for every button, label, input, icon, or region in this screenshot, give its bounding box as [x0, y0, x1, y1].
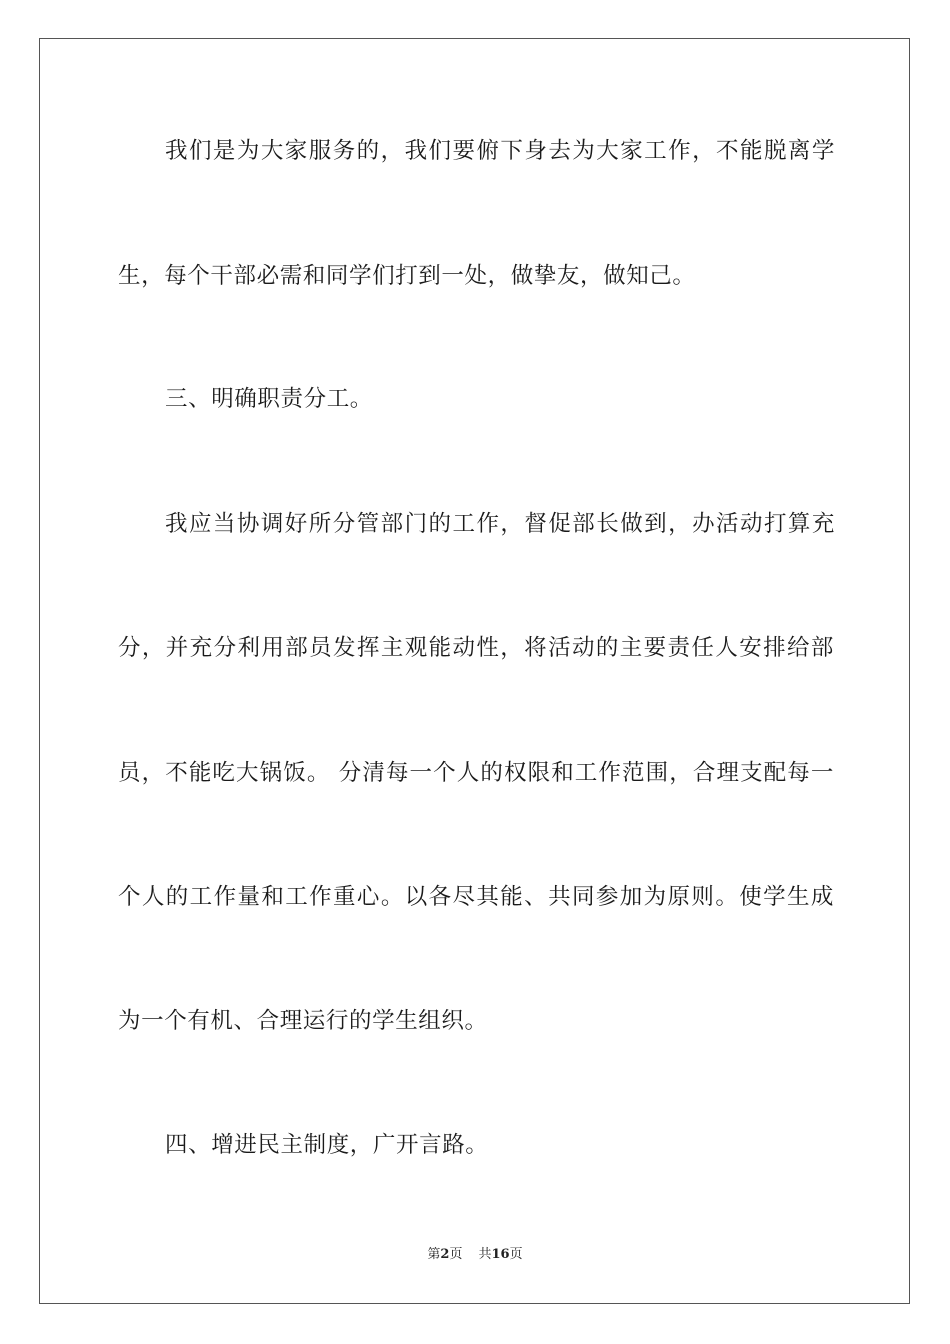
- paragraph-line-7: 个人的工作量和工作重心。以各尽其能、共同参加为原则。使学生成: [118, 884, 834, 910]
- footer-total-prefix: 共: [478, 1247, 492, 1262]
- page-footer: [0, 1246, 950, 1264]
- paragraph-line-4: 我应当协调好所分管部门的工作，督促部长做到，办活动打算充: [165, 511, 835, 537]
- section-heading-3: 三、明确职责分工。: [165, 386, 373, 412]
- footer-page-number: 2: [440, 1247, 450, 1262]
- paragraph-line-1: 我们是为大家服务的，我们要俯下身去为大家工作，不能脱离学: [165, 138, 835, 164]
- footer-page-prefix: 第: [427, 1247, 441, 1262]
- footer-total-pages: 16: [491, 1247, 510, 1262]
- page-border: [39, 38, 910, 1304]
- paragraph-line-2: 生，每个干部必需和同学们打到一处，做挚友，做知己。: [118, 263, 696, 289]
- paragraph-line-5: 分，并充分利用部员发挥主观能动性，将活动的主要责任人安排给部: [118, 635, 834, 661]
- footer-total-suffix: 页: [509, 1247, 523, 1262]
- footer-page-suffix: 页: [449, 1247, 463, 1262]
- section-heading-4: 四、增进民主制度，广开言路。: [165, 1132, 489, 1158]
- paragraph-line-6: 员，不能吃大锅饭。 分清每一个人的权限和工作范围，合理支配每一: [118, 760, 834, 786]
- paragraph-line-8: 为一个有机、合理运行的学生组织。: [118, 1008, 488, 1034]
